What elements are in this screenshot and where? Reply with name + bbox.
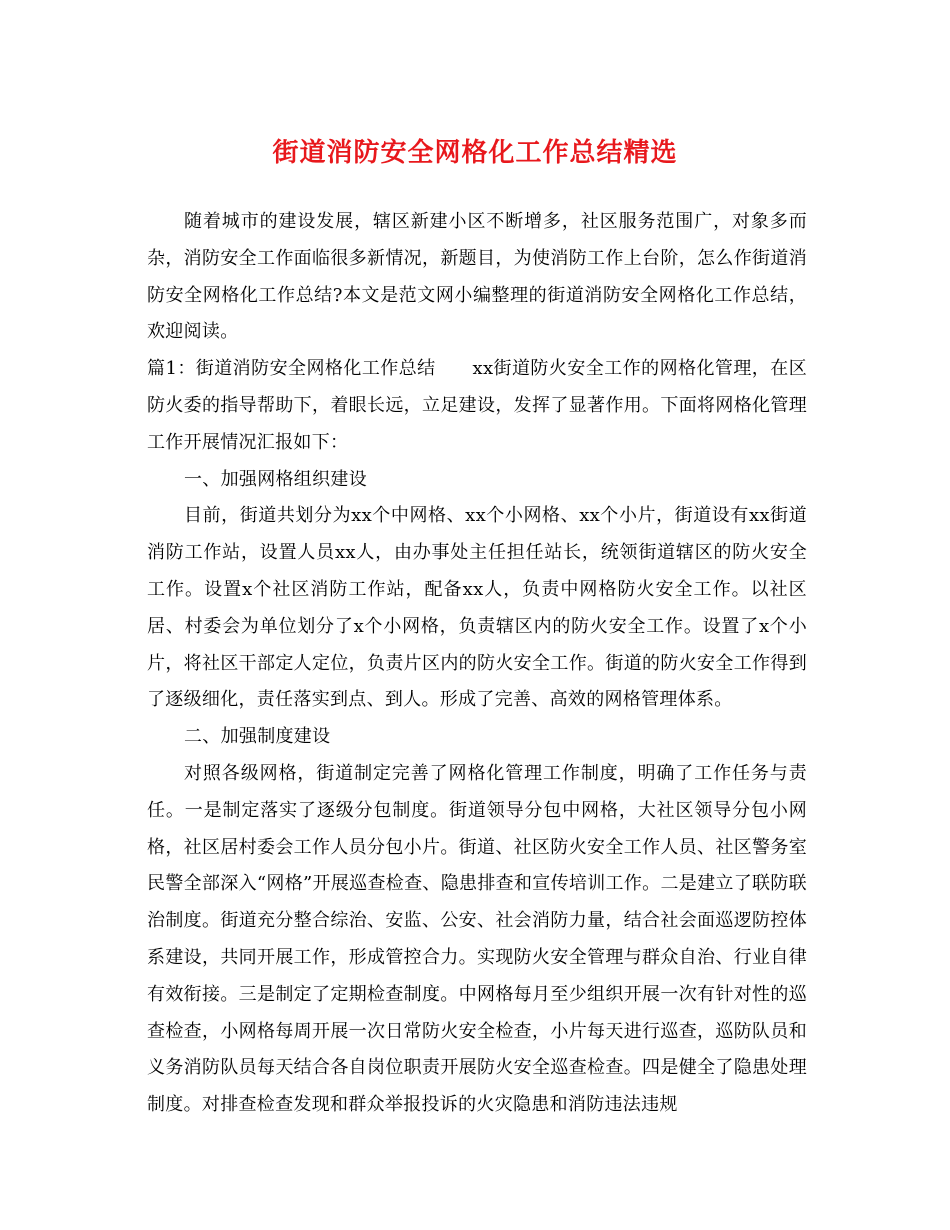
paragraph-part-1-intro: 篇1：街道消防安全网格化工作总结 xx街道防火安全工作的网格化管理，在区防火委的指导帮助下，着眼长远，立足建设，发挥了显著作用。下面将网格化管理工作开展情况汇报如下：	[147, 358, 807, 453]
document-title: 街道消防安全网格化工作总结精选	[272, 138, 678, 168]
document-body	[147, 204, 807, 1124]
section-heading-2: 二、加强制度建设	[184, 726, 331, 748]
paragraph-intro: 随着城市的建设发展，辖区新建小区不断增多，社区服务范围广，对象多而杂，消防安全工作面临很多新情况，新题目，为使消防工作上台阶，怎么作街道消防安全网格化工作总结?本文是范文网小编整理的街道消防安全网格化工作总结，欢迎阅读。	[147, 211, 807, 343]
section-heading-1: 一、加强网格组织建设	[184, 468, 367, 490]
paragraph-grid-organization: 目前，街道共划分为xx个中网格、xx个小网格、xx个小片，街道设有xx街道消防工作站，设置人员xx人，由办事处主任担任站长，统领街道辖区的防火安全工作。设置x个社区消防工作站，配备xx人，负责中网格防火安全工作。以社区居、村委会为单位划分了x个小网格，负责辖区内的防火安全工作。设置了x个小片，将社区干部定人定位，负责片区内的防火安全工作。街道的防火安全工作得到了逐级细化，责任落实到点、到人。形成了完善、高效的网格管理体系。	[147, 505, 807, 711]
paragraph-system-building: 对照各级网格，街道制定完善了网格化管理工作制度，明确了工作任务与责任。一是制定落实了逐级分包制度。街道领导分包中网格，大社区领导分包小网格，社区居村委会工作人员分包小片。街道、社区防火安全工作人员、社区警务室民警全部深入“网格”开展巡查检查、隐患排查和宣传培训工作。二是建立了联防联治制度。街道充分整合综治、安监、公安、社会消防力量，结合社会面巡逻防控体系建设，共同开展工作，形成管控合力。实现防火安全管理与群众自治、行业自律有效衔接。三是制定了定期检查制度。中网格每月至少组织开展一次有针对性的巡查检查，小网格每周开展一次日常防火安全检查，小片每天进行巡查，巡防队员和义务消防队员每天结合各自岗位职责开展防火安全巡查检查。四是健全了隐患处理制度。对排查检查发现和群众举报投诉的火灾隐患和消防违法违规	[147, 762, 807, 1116]
